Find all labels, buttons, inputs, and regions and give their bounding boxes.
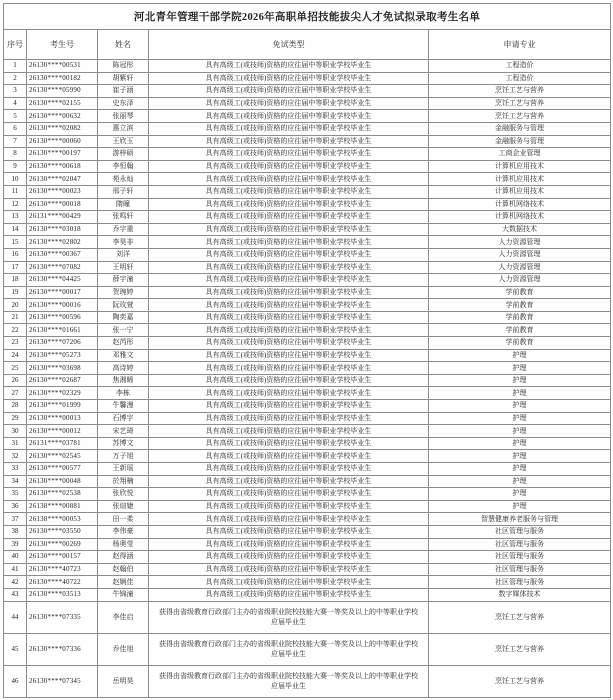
cell-exemption-type: 具有高级工(或技师)资格的应往届中等职业学校毕业生 bbox=[149, 261, 429, 274]
cell-name: 田一柔 bbox=[98, 513, 149, 526]
cell-major: 护理 bbox=[429, 412, 611, 425]
column-header-seq: 序号 bbox=[4, 30, 27, 60]
cell-candidate-no: 26130****02047 bbox=[27, 173, 98, 186]
cell-candidate-no: 26130****02538 bbox=[27, 488, 98, 501]
cell-seq: 19 bbox=[4, 286, 27, 299]
cell-major: 人力资源管理 bbox=[429, 274, 611, 287]
table-row bbox=[4, 60, 611, 73]
table-row bbox=[4, 665, 611, 697]
cell-name: 赵翰伯 bbox=[98, 563, 149, 576]
table-row bbox=[4, 450, 611, 463]
cell-name: 隋曈 bbox=[98, 198, 149, 211]
cell-exemption-type: 具有高级工(或技师)资格的应往届中等职业学校毕业生 bbox=[149, 488, 429, 501]
cell-candidate-no: 26130****07335 bbox=[27, 601, 98, 633]
cell-major: 人力资源管理 bbox=[429, 261, 611, 274]
cell-candidate-no: 26130****01999 bbox=[27, 400, 98, 413]
cell-major: 工程造价 bbox=[429, 60, 611, 73]
cell-seq: 10 bbox=[4, 173, 27, 186]
cell-exemption-type: 获得由省级教育行政部门主办的省级职业院校技能大赛一等奖及以上的中等职业学校应届毕业生 bbox=[149, 665, 429, 697]
cell-major: 烹饪工艺与营养 bbox=[429, 633, 611, 665]
cell-name: 邓雅文 bbox=[98, 349, 149, 362]
table-row bbox=[4, 362, 611, 375]
column-header-candidate-no: 考生号 bbox=[27, 30, 98, 60]
cell-major: 护理 bbox=[429, 387, 611, 400]
cell-major: 护理 bbox=[429, 425, 611, 438]
cell-major: 工商企业管理 bbox=[429, 148, 611, 161]
page-title: 河北青年管理干部学院2026年高职单招技能拔尖人才免试拟录取考生名单 bbox=[4, 4, 611, 30]
cell-seq: 28 bbox=[4, 400, 27, 413]
cell-seq: 24 bbox=[4, 349, 27, 362]
cell-exemption-type: 具有高级工(或技师)资格的应往届中等职业学校毕业生 bbox=[149, 72, 429, 85]
cell-name: 牛馨漫 bbox=[98, 400, 149, 413]
table-row bbox=[4, 311, 611, 324]
cell-seq: 12 bbox=[4, 198, 27, 211]
table-row bbox=[4, 538, 611, 551]
cell-candidate-no: 26130****00596 bbox=[27, 311, 98, 324]
table-row bbox=[4, 97, 611, 110]
cell-name: 张一宁 bbox=[98, 324, 149, 337]
cell-candidate-no: 26130****05273 bbox=[27, 349, 98, 362]
cell-candidate-no: 26138****00053 bbox=[27, 513, 98, 526]
cell-candidate-no: 26130****02545 bbox=[27, 450, 98, 463]
cell-seq: 2 bbox=[4, 72, 27, 85]
cell-candidate-no: 26130****00632 bbox=[27, 110, 98, 123]
cell-name: 赵娴佳 bbox=[98, 576, 149, 589]
cell-candidate-no: 26130****00577 bbox=[27, 463, 98, 476]
table-row bbox=[4, 85, 611, 98]
cell-name: 赵芮彤 bbox=[98, 337, 149, 350]
cell-name: 万子旭 bbox=[98, 450, 149, 463]
cell-exemption-type: 具有高级工(或技师)资格的应往届中等职业学校毕业生 bbox=[149, 60, 429, 73]
cell-name: 贺琬婷 bbox=[98, 286, 149, 299]
cell-name: 李栋 bbox=[98, 387, 149, 400]
cell-seq: 8 bbox=[4, 148, 27, 161]
cell-name: 牛锦潼 bbox=[98, 588, 149, 601]
cell-name: 王新瑶 bbox=[98, 463, 149, 476]
cell-major: 计算机网络技术 bbox=[429, 198, 611, 211]
cell-seq: 33 bbox=[4, 463, 27, 476]
cell-seq: 22 bbox=[4, 324, 27, 337]
cell-candidate-no: 26130****05990 bbox=[27, 85, 98, 98]
table-row bbox=[4, 135, 611, 148]
cell-exemption-type: 具有高级工(或技师)资格的应往届中等职业学校毕业生 bbox=[149, 148, 429, 161]
cell-exemption-type: 具有高级工(或技师)资格的应往届中等职业学校毕业生 bbox=[149, 248, 429, 261]
cell-candidate-no: 26130****00269 bbox=[27, 538, 98, 551]
cell-name: 李昊非 bbox=[98, 236, 149, 249]
cell-exemption-type: 具有高级工(或技师)资格的应往届中等职业学校毕业生 bbox=[149, 374, 429, 387]
cell-exemption-type: 具有高级工(或技师)资格的应往届中等职业学校毕业生 bbox=[149, 576, 429, 589]
cell-exemption-type: 具有高级工(或技师)资格的应往届中等职业学校毕业生 bbox=[149, 563, 429, 576]
cell-name: 焦湘晞 bbox=[98, 374, 149, 387]
cell-seq: 38 bbox=[4, 525, 27, 538]
cell-exemption-type: 具有高级工(或技师)资格的应往届中等职业学校毕业生 bbox=[149, 122, 429, 135]
cell-seq: 7 bbox=[4, 135, 27, 148]
cell-seq: 46 bbox=[4, 665, 27, 697]
table-row bbox=[4, 551, 611, 564]
cell-candidate-no: 26130****00197 bbox=[27, 148, 98, 161]
cell-candidate-no: 26130****07336 bbox=[27, 633, 98, 665]
table-header-row bbox=[4, 30, 611, 60]
table-row bbox=[4, 173, 611, 186]
cell-exemption-type: 具有高级工(或技师)资格的应往届中等职业学校毕业生 bbox=[149, 337, 429, 350]
table-row bbox=[4, 563, 611, 576]
column-header-name: 姓名 bbox=[98, 30, 149, 60]
cell-major: 烹饪工艺与营养 bbox=[429, 110, 611, 123]
cell-name: 陈冠彤 bbox=[98, 60, 149, 73]
cell-candidate-no: 26131****03781 bbox=[27, 437, 98, 450]
cell-name: 李恒翰 bbox=[98, 160, 149, 173]
cell-candidate-no: 26130****07345 bbox=[27, 665, 98, 697]
table-row bbox=[4, 299, 611, 312]
table-row bbox=[4, 324, 611, 337]
cell-major: 社区管理与服务 bbox=[429, 538, 611, 551]
cell-major: 计算机应用技术 bbox=[429, 160, 611, 173]
cell-major: 人力资源管理 bbox=[429, 248, 611, 261]
cell-seq: 21 bbox=[4, 311, 27, 324]
table-row bbox=[4, 525, 611, 538]
cell-name: 崔子涵 bbox=[98, 85, 149, 98]
cell-candidate-no: 26130****07206 bbox=[27, 337, 98, 350]
cell-exemption-type: 具有高级工(或技师)资格的应往届中等职业学校毕业生 bbox=[149, 223, 429, 236]
cell-major: 护理 bbox=[429, 475, 611, 488]
cell-candidate-no: 26130****00018 bbox=[27, 198, 98, 211]
table-row bbox=[4, 412, 611, 425]
cell-seq: 37 bbox=[4, 513, 27, 526]
cell-candidate-no: 26130****00060 bbox=[27, 135, 98, 148]
cell-name: 王欣玉 bbox=[98, 135, 149, 148]
cell-seq: 44 bbox=[4, 601, 27, 633]
cell-seq: 41 bbox=[4, 563, 27, 576]
cell-seq: 31 bbox=[4, 437, 27, 450]
cell-name: 岳明昊 bbox=[98, 665, 149, 697]
cell-candidate-no: 26130****00618 bbox=[27, 160, 98, 173]
cell-major: 护理 bbox=[429, 437, 611, 450]
cell-candidate-no: 26130****02802 bbox=[27, 236, 98, 249]
cell-candidate-no: 26130****00531 bbox=[27, 60, 98, 73]
cell-major: 计算机应用技术 bbox=[429, 185, 611, 198]
cell-name: 刘洋 bbox=[98, 248, 149, 261]
cell-candidate-no: 26130****03513 bbox=[27, 588, 98, 601]
column-header-exemption-type: 免试类型 bbox=[149, 30, 429, 60]
cell-major: 学前教育 bbox=[429, 286, 611, 299]
cell-candidate-no: 26130****02687 bbox=[27, 374, 98, 387]
table-row bbox=[4, 488, 611, 501]
cell-major: 护理 bbox=[429, 450, 611, 463]
cell-major: 护理 bbox=[429, 349, 611, 362]
cell-seq: 26 bbox=[4, 374, 27, 387]
cell-seq: 29 bbox=[4, 412, 27, 425]
cell-candidate-no: 26130****00157 bbox=[27, 551, 98, 564]
admission-list-table bbox=[3, 3, 611, 698]
cell-major: 学前教育 bbox=[429, 311, 611, 324]
table-row bbox=[4, 437, 611, 450]
cell-exemption-type: 获得由省级教育行政部门主办的省级职业院校技能大赛一等奖及以上的中等职业学校应届毕业生 bbox=[149, 601, 429, 633]
cell-candidate-no: 26130****40723 bbox=[27, 563, 98, 576]
table-row bbox=[4, 588, 611, 601]
cell-name: 宋艺琦 bbox=[98, 425, 149, 438]
cell-name: 苏博文 bbox=[98, 437, 149, 450]
cell-name: 李伟豪 bbox=[98, 525, 149, 538]
cell-candidate-no: 26130****02155 bbox=[27, 97, 98, 110]
cell-name: 游梓硕 bbox=[98, 148, 149, 161]
table-row bbox=[4, 513, 611, 526]
cell-exemption-type: 具有高级工(或技师)资格的应往届中等职业学校毕业生 bbox=[149, 160, 429, 173]
cell-major: 社区管理与服务 bbox=[429, 563, 611, 576]
cell-exemption-type: 具有高级工(或技师)资格的应往届中等职业学校毕业生 bbox=[149, 425, 429, 438]
cell-seq: 9 bbox=[4, 160, 27, 173]
table-row bbox=[4, 236, 611, 249]
cell-candidate-no: 26130****00182 bbox=[27, 72, 98, 85]
cell-candidate-no: 26130****00048 bbox=[27, 475, 98, 488]
table-row bbox=[4, 72, 611, 85]
table-row bbox=[4, 633, 611, 665]
cell-exemption-type: 具有高级工(或技师)资格的应往届中等职业学校毕业生 bbox=[149, 185, 429, 198]
cell-name: 张丽琴 bbox=[98, 110, 149, 123]
cell-exemption-type: 具有高级工(或技师)资格的应往届中等职业学校毕业生 bbox=[149, 400, 429, 413]
table-row bbox=[4, 274, 611, 287]
cell-candidate-no: 26130****00016 bbox=[27, 299, 98, 312]
cell-seq: 4 bbox=[4, 97, 27, 110]
cell-seq: 16 bbox=[4, 248, 27, 261]
cell-candidate-no: 26130****40722 bbox=[27, 576, 98, 589]
cell-seq: 42 bbox=[4, 576, 27, 589]
cell-exemption-type: 具有高级工(或技师)资格的应往届中等职业学校毕业生 bbox=[149, 538, 429, 551]
cell-major: 金融服务与管理 bbox=[429, 135, 611, 148]
cell-seq: 23 bbox=[4, 337, 27, 350]
cell-major: 烹饪工艺与营养 bbox=[429, 601, 611, 633]
cell-seq: 39 bbox=[4, 538, 27, 551]
column-header-major: 申请专业 bbox=[429, 30, 611, 60]
cell-exemption-type: 具有高级工(或技师)资格的应往届中等职业学校毕业生 bbox=[149, 513, 429, 526]
cell-major: 护理 bbox=[429, 400, 611, 413]
table-row bbox=[4, 349, 611, 362]
table-row bbox=[4, 500, 611, 513]
table-row bbox=[4, 601, 611, 633]
table-row bbox=[4, 463, 611, 476]
table-row bbox=[4, 576, 611, 589]
cell-name: 於翔楠 bbox=[98, 475, 149, 488]
cell-name: 惠立滨 bbox=[98, 122, 149, 135]
cell-seq: 13 bbox=[4, 211, 27, 224]
cell-candidate-no: 26130****00023 bbox=[27, 185, 98, 198]
cell-seq: 14 bbox=[4, 223, 27, 236]
cell-exemption-type: 具有高级工(或技师)资格的应往届中等职业学校毕业生 bbox=[149, 551, 429, 564]
table-row bbox=[4, 374, 611, 387]
cell-seq: 6 bbox=[4, 122, 27, 135]
cell-exemption-type: 具有高级工(或技师)资格的应往届中等职业学校毕业生 bbox=[149, 198, 429, 211]
table-row bbox=[4, 387, 611, 400]
cell-major: 计算机应用技术 bbox=[429, 173, 611, 186]
cell-seq: 34 bbox=[4, 475, 27, 488]
table-row bbox=[4, 148, 611, 161]
table-body bbox=[4, 60, 611, 698]
cell-exemption-type: 具有高级工(或技师)资格的应往届中等职业学校毕业生 bbox=[149, 286, 429, 299]
cell-name: 赵得涵 bbox=[98, 551, 149, 564]
cell-exemption-type: 具有高级工(或技师)资格的应往届中等职业学校毕业生 bbox=[149, 274, 429, 287]
table-row bbox=[4, 198, 611, 211]
cell-seq: 25 bbox=[4, 362, 27, 375]
cell-name: 胡紫轩 bbox=[98, 72, 149, 85]
cell-candidate-no: 26138****00881 bbox=[27, 500, 98, 513]
cell-candidate-no: 26130****07082 bbox=[27, 261, 98, 274]
cell-seq: 36 bbox=[4, 500, 27, 513]
table-row bbox=[4, 475, 611, 488]
cell-candidate-no: 26130****00012 bbox=[27, 425, 98, 438]
cell-seq: 17 bbox=[4, 261, 27, 274]
table-row bbox=[4, 248, 611, 261]
cell-seq: 40 bbox=[4, 551, 27, 564]
cell-seq: 32 bbox=[4, 450, 27, 463]
cell-seq: 20 bbox=[4, 299, 27, 312]
cell-exemption-type: 具有高级工(或技师)资格的应往届中等职业学校毕业生 bbox=[149, 311, 429, 324]
table-row bbox=[4, 110, 611, 123]
cell-candidate-no: 26130****03550 bbox=[27, 525, 98, 538]
cell-exemption-type: 具有高级工(或技师)资格的应往届中等职业学校毕业生 bbox=[149, 97, 429, 110]
cell-name: 乔宇重 bbox=[98, 223, 149, 236]
table-row bbox=[4, 261, 611, 274]
cell-major: 金融服务与管理 bbox=[429, 122, 611, 135]
cell-exemption-type: 具有高级工(或技师)资格的应往届中等职业学校毕业生 bbox=[149, 324, 429, 337]
cell-major: 大数据技术 bbox=[429, 223, 611, 236]
cell-major: 社区管理与服务 bbox=[429, 576, 611, 589]
cell-seq: 43 bbox=[4, 588, 27, 601]
cell-major: 学前教育 bbox=[429, 299, 611, 312]
cell-exemption-type: 具有高级工(或技师)资格的应往届中等职业学校毕业生 bbox=[149, 588, 429, 601]
cell-major: 护理 bbox=[429, 488, 611, 501]
cell-exemption-type: 具有高级工(或技师)资格的应往届中等职业学校毕业生 bbox=[149, 236, 429, 249]
cell-major: 烹饪工艺与营养 bbox=[429, 665, 611, 697]
cell-name: 张煊婕 bbox=[98, 500, 149, 513]
cell-seq: 1 bbox=[4, 60, 27, 73]
cell-major: 烹饪工艺与营养 bbox=[429, 97, 611, 110]
cell-candidate-no: 26130****04425 bbox=[27, 274, 98, 287]
cell-major: 工程造价 bbox=[429, 72, 611, 85]
table-row bbox=[4, 185, 611, 198]
cell-major: 社区管理与服务 bbox=[429, 551, 611, 564]
cell-major: 智慧健康养老服务与管理 bbox=[429, 513, 611, 526]
cell-name: 张欣悦 bbox=[98, 488, 149, 501]
table-row bbox=[4, 337, 611, 350]
cell-name: 邢子轩 bbox=[98, 185, 149, 198]
cell-major: 护理 bbox=[429, 362, 611, 375]
cell-exemption-type: 具有高级工(或技师)资格的应往届中等职业学校毕业生 bbox=[149, 525, 429, 538]
cell-name: 乔佳旭 bbox=[98, 633, 149, 665]
cell-exemption-type: 具有高级工(或技师)资格的应往届中等职业学校毕业生 bbox=[149, 135, 429, 148]
cell-candidate-no: 26130****03018 bbox=[27, 223, 98, 236]
cell-candidate-no: 26130****00013 bbox=[27, 412, 98, 425]
cell-name: 史东泽 bbox=[98, 97, 149, 110]
cell-seq: 45 bbox=[4, 633, 27, 665]
cell-exemption-type: 具有高级工(或技师)资格的应往届中等职业学校毕业生 bbox=[149, 211, 429, 224]
cell-name: 李佳启 bbox=[98, 601, 149, 633]
cell-name: 王明轩 bbox=[98, 261, 149, 274]
cell-candidate-no: 26130****02082 bbox=[27, 122, 98, 135]
cell-seq: 35 bbox=[4, 488, 27, 501]
cell-major: 学前教育 bbox=[429, 337, 611, 350]
cell-exemption-type: 具有高级工(或技师)资格的应往届中等职业学校毕业生 bbox=[149, 299, 429, 312]
cell-major: 烹饪工艺与营养 bbox=[429, 85, 611, 98]
cell-major: 人力资源管理 bbox=[429, 236, 611, 249]
cell-exemption-type: 具有高级工(或技师)资格的应往届中等职业学校毕业生 bbox=[149, 463, 429, 476]
cell-major: 数字媒体技术 bbox=[429, 588, 611, 601]
cell-name: 苑永灿 bbox=[98, 173, 149, 186]
table-row bbox=[4, 160, 611, 173]
cell-seq: 11 bbox=[4, 185, 27, 198]
cell-candidate-no: 26130****02329 bbox=[27, 387, 98, 400]
cell-major: 社区管理与服务 bbox=[429, 525, 611, 538]
cell-seq: 30 bbox=[4, 425, 27, 438]
cell-candidate-no: 26130****00367 bbox=[27, 248, 98, 261]
cell-exemption-type: 具有高级工(或技师)资格的应往届中等职业学校毕业生 bbox=[149, 173, 429, 186]
cell-name: 高诗婷 bbox=[98, 362, 149, 375]
cell-exemption-type: 具有高级工(或技师)资格的应往届中等职业学校毕业生 bbox=[149, 450, 429, 463]
cell-seq: 15 bbox=[4, 236, 27, 249]
cell-exemption-type: 具有高级工(或技师)资格的应往届中等职业学校毕业生 bbox=[149, 349, 429, 362]
cell-name: 张鸣轩 bbox=[98, 211, 149, 224]
table-row bbox=[4, 400, 611, 413]
cell-exemption-type: 具有高级工(或技师)资格的应往届中等职业学校毕业生 bbox=[149, 362, 429, 375]
cell-exemption-type: 具有高级工(或技师)资格的应往届中等职业学校毕业生 bbox=[149, 85, 429, 98]
table-row bbox=[4, 286, 611, 299]
title-row bbox=[4, 4, 611, 30]
table-row bbox=[4, 122, 611, 135]
cell-exemption-type: 具有高级工(或技师)资格的应往届中等职业学校毕业生 bbox=[149, 500, 429, 513]
cell-major: 护理 bbox=[429, 500, 611, 513]
cell-exemption-type: 具有高级工(或技师)资格的应往届中等职业学校毕业生 bbox=[149, 110, 429, 123]
cell-major: 护理 bbox=[429, 374, 611, 387]
table-row bbox=[4, 223, 611, 236]
cell-name: 薛宇潼 bbox=[98, 274, 149, 287]
cell-exemption-type: 具有高级工(或技师)资格的应往届中等职业学校毕业生 bbox=[149, 475, 429, 488]
cell-major: 计算机网络技术 bbox=[429, 211, 611, 224]
cell-candidate-no: 26131****00429 bbox=[27, 211, 98, 224]
cell-seq: 3 bbox=[4, 85, 27, 98]
table-row bbox=[4, 425, 611, 438]
cell-exemption-type: 获得由省级教育行政部门主办的省级职业院校技能大赛一等奖及以上的中等职业学校应届毕业生 bbox=[149, 633, 429, 665]
cell-major: 护理 bbox=[429, 463, 611, 476]
cell-exemption-type: 具有高级工(或技师)资格的应往届中等职业学校毕业生 bbox=[149, 387, 429, 400]
cell-name: 石博宇 bbox=[98, 412, 149, 425]
cell-candidate-no: 26130****00017 bbox=[27, 286, 98, 299]
cell-exemption-type: 具有高级工(或技师)资格的应往届中等职业学校毕业生 bbox=[149, 437, 429, 450]
cell-name: 阮玫萱 bbox=[98, 299, 149, 312]
table-row bbox=[4, 211, 611, 224]
cell-seq: 5 bbox=[4, 110, 27, 123]
cell-exemption-type: 具有高级工(或技师)资格的应往届中等职业学校毕业生 bbox=[149, 412, 429, 425]
cell-name: 杨奥莹 bbox=[98, 538, 149, 551]
cell-major: 学前教育 bbox=[429, 324, 611, 337]
cell-seq: 18 bbox=[4, 274, 27, 287]
cell-seq: 27 bbox=[4, 387, 27, 400]
cell-name: 陶奕嘉 bbox=[98, 311, 149, 324]
cell-candidate-no: 26130****03698 bbox=[27, 362, 98, 375]
cell-candidate-no: 26130****01661 bbox=[27, 324, 98, 337]
